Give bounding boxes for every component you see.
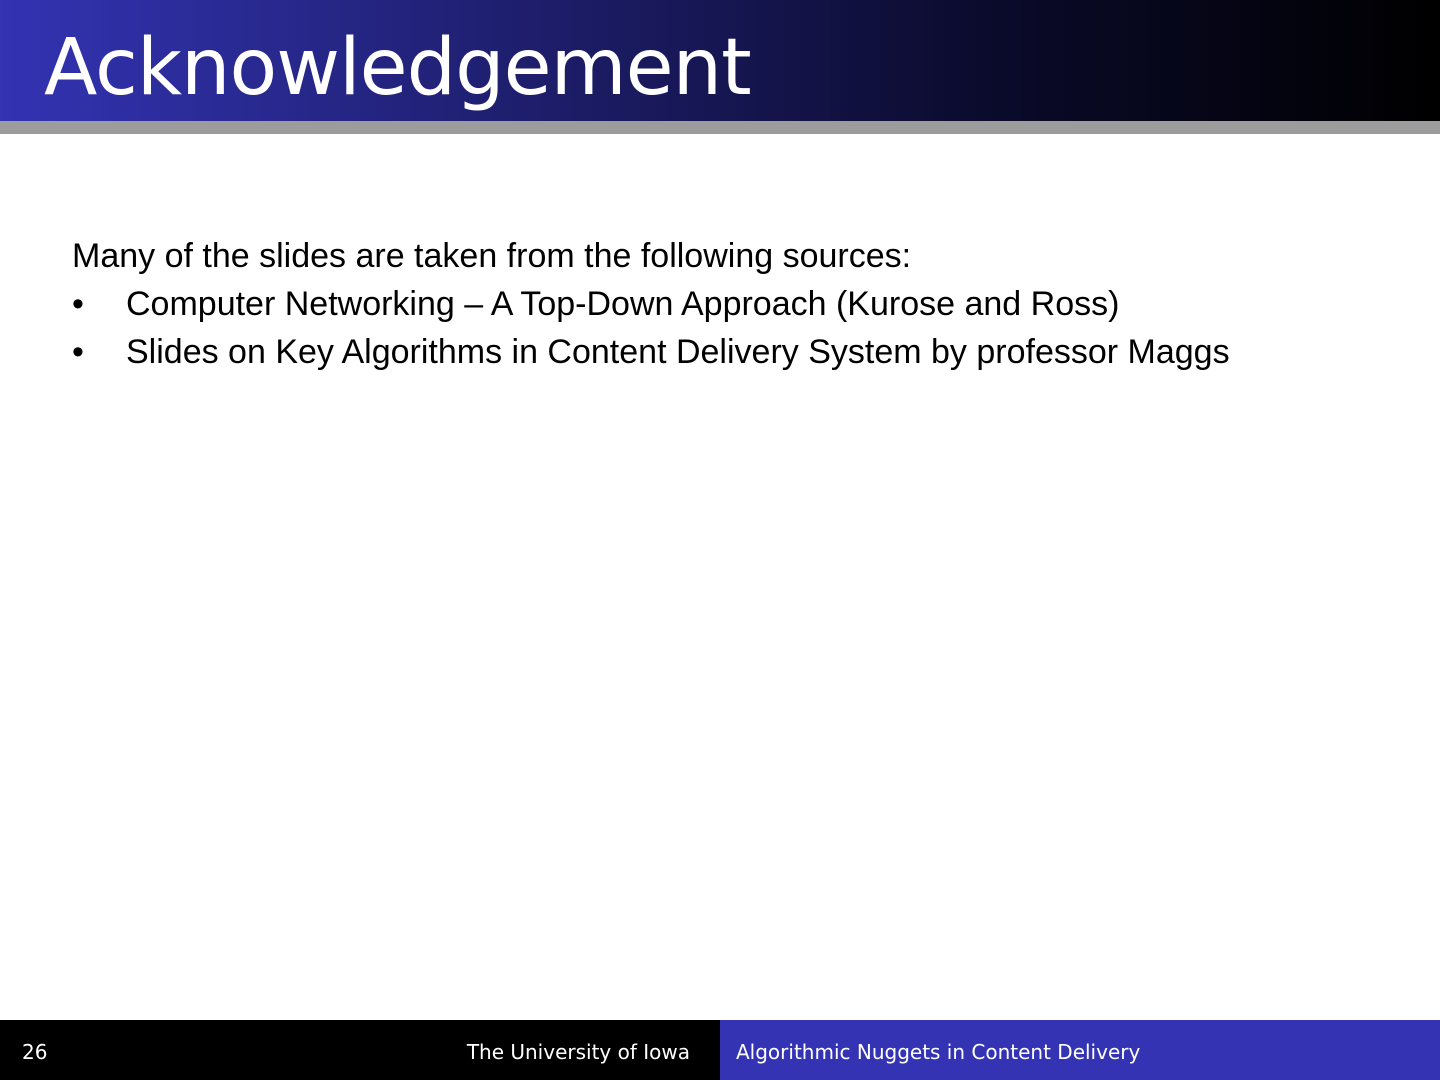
list-item-text: Computer Networking – A Top-Down Approach (Kurose and Ross): [126, 285, 1120, 323]
slide-content: [72, 232, 1372, 376]
intro-text: Many of the slides are taken from the following sources:: [72, 237, 912, 275]
source-list: [72, 280, 1372, 376]
title-divider: [0, 121, 1440, 134]
footer-course-title: Algorithmic Nuggets in Content Delivery: [736, 1040, 1141, 1064]
footer-organization: The University of Iowa: [466, 1040, 690, 1064]
bullet-icon: •: [72, 285, 84, 323]
bullet-icon: •: [72, 333, 84, 371]
list-item: [72, 328, 1326, 376]
title-bar: [0, 0, 1440, 121]
footer-left-panel: [0, 1020, 720, 1080]
footer: [0, 1020, 1440, 1080]
list-item: [72, 280, 1326, 328]
footer-right-panel: [720, 1020, 1440, 1080]
list-item-text: Slides on Key Algorithms in Content Delivery System by professor Maggs: [126, 333, 1230, 371]
slide-title: Acknowledgement: [44, 23, 751, 113]
slide-number: 26: [22, 1040, 48, 1064]
